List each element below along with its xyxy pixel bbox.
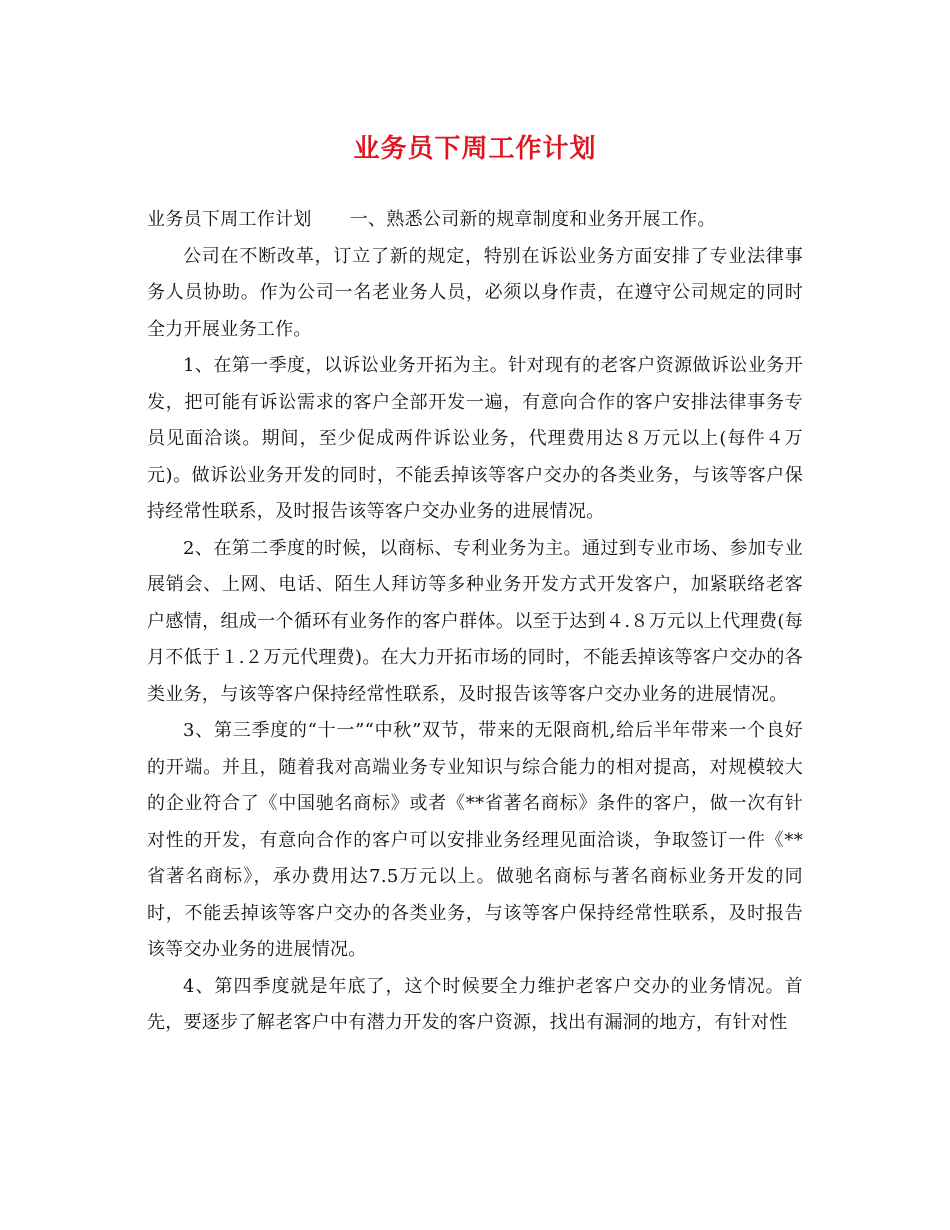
paragraph: 2、在第二季度的时候，以商标、专利业务为主。通过到专业市场、参加专业展销会、上网、电话、陌生人拜访等多种业务开发方式开发客户，加紧联络老客户感情，组成一个循环有业务作的客户群体。以至于达到４.８万元以上代理费(每月不低于１.２万元代理费)。在大力开拓市场的同时，不能丢掉该等客户交办的各类业务，与该等客户保持经常性联系，及时报告该等客户交办业务的进展情况。 [147,537,803,705]
paragraph: 1、在第一季度，以诉讼业务开拓为主。针对现有的老客户资源做诉讼业务开发，把可能有诉讼需求的客户全部开发一遍，有意向合作的客户安排法律事务专员见面洽谈。期间，至少促成两件诉讼业务，代理费用达８万元以上(每件４万元)。做诉讼业务开发的同时，不能丢掉该等客户交办的各类业务，与该等客户保持经常性联系，及时报告该等客户交办业务的进展情况。 [147,355,803,522]
document-body [147,202,803,1042]
intro-line [147,202,803,239]
intro-point: 一、熟悉公司新的规章制度和业务开展工作。 [349,209,716,230]
document-title: 业务员下周工作计划 [353,134,597,164]
paragraph: 公司在不断改革，订立了新的规定，特别在诉讼业务方面安排了专业法律事务人员协助。作为公司一名老业务人员，必须以身作责，在遵守公司规定的同时全力开展业务工作。 [147,245,803,340]
intro-heading: 业务员下周工作计划 [147,209,312,230]
paragraph: 4、第四季度就是年底了，这个时候要全力维护老客户交办的业务情况。首先，要逐步了解老客户中有潜力开发的客户资源，找出有漏洞的地方，有针对性 [147,975,803,1033]
paragraph: 3、第三季度的“十一”“中秋”双节，带来的无限商机,给后半年带来一个良好的开端。并且，随着我对高端业务专业知识与综合能力的相对提高，对规模较大的企业符合了《中国驰名商标》或者《**省著名商标》条件的客户，做一次有针对性的开发，有意向合作的客户可以安排业务经理见面洽谈，争取签订一件《**省著名商标》，承办费用达7.5万元以上。做驰名商标与著名商标业务开发的同时，不能丢掉该等客户交办的各类业务，与该等客户保持经常性联系，及时报告该等交办业务的进展情况。 [147,720,803,960]
